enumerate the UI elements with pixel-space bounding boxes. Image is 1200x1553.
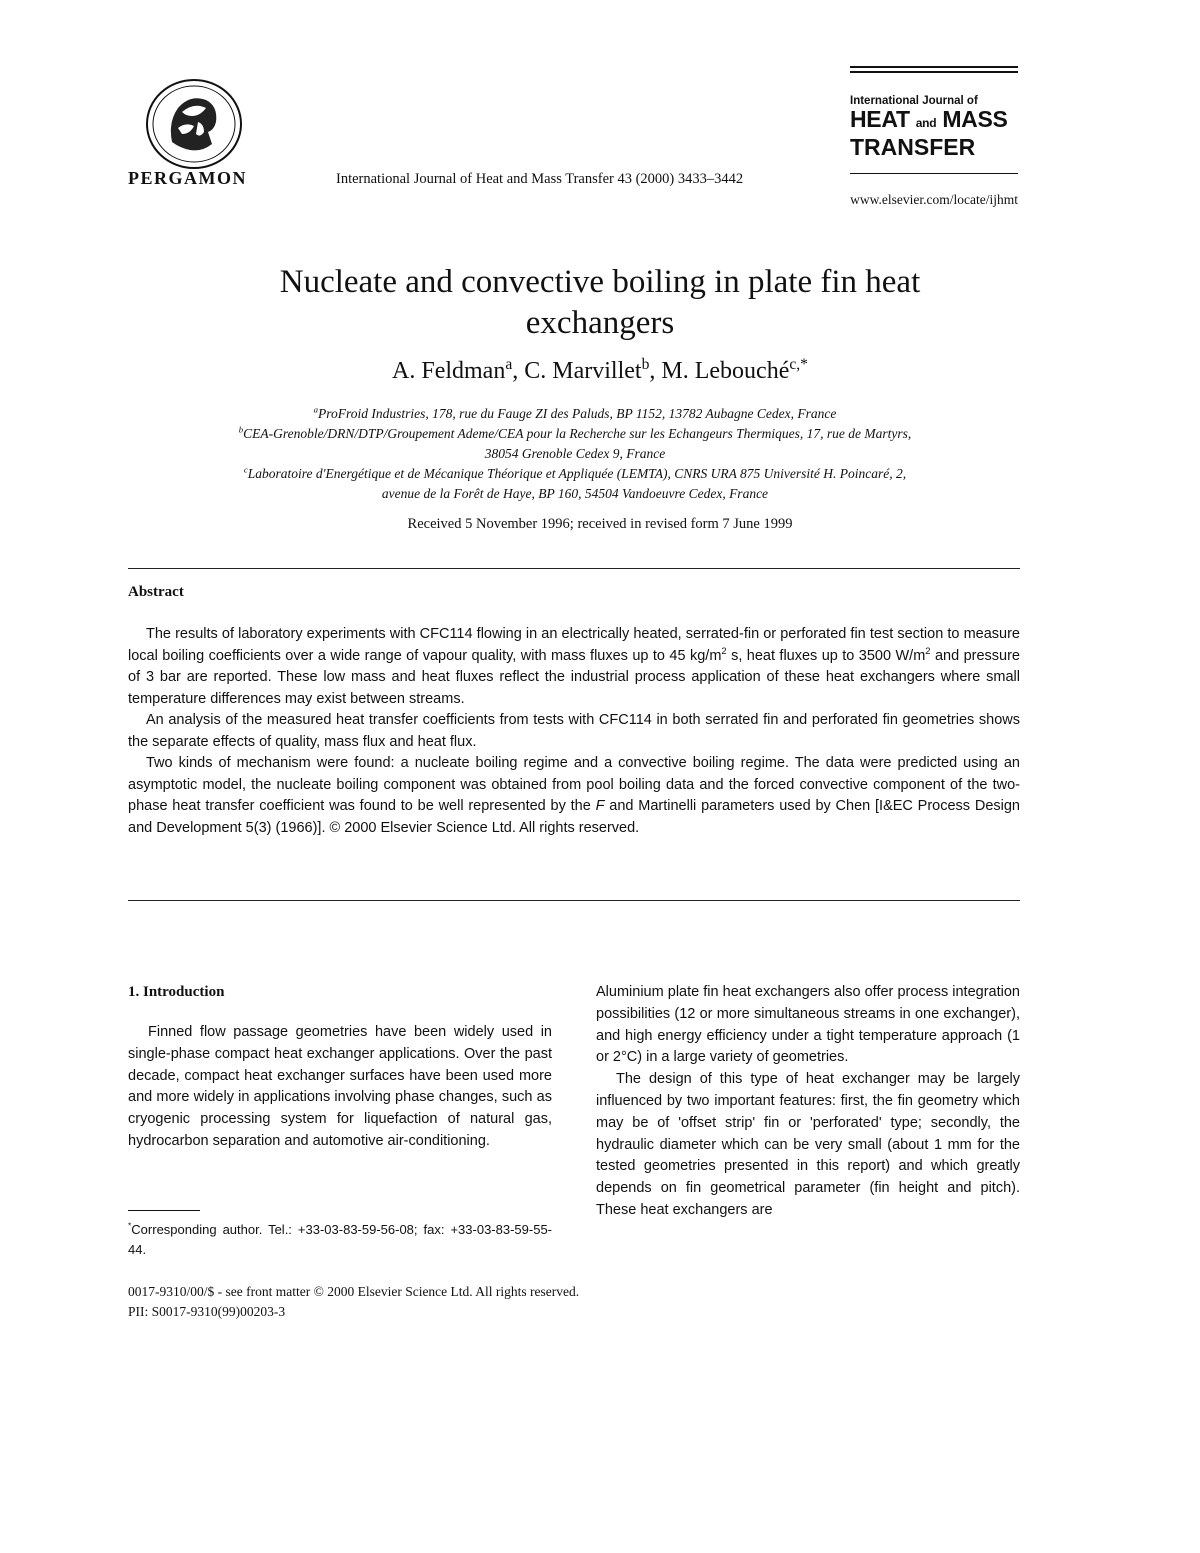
front-matter	[128, 1282, 579, 1322]
text-run: The results of laboratory experiments with CFC114 flowing in an electrically heated, serrated-fin or perforated fin test section to measure local boiling coefficients over a wide range of vapour quality, with mass fluxes up to 45 kg/m	[128, 626, 1020, 664]
left-column	[128, 982, 552, 1153]
pii-line: PII: S0017-9310(99)00203-3	[128, 1304, 286, 1319]
body-paragraph: Aluminium plate fin heat exchangers also offer process integration possibilities (12 or more simultaneous streams in one exchanger), and high energy efficiency under a tight temperature approach (1 or 2°C) in a large variety of geometries.	[596, 984, 1020, 1066]
footnote-mark: *	[128, 1220, 132, 1231]
abstract-body	[128, 624, 1020, 839]
affil-text: ProFroid Industries, 178, rue du Fauge ZI des Paluds, BP 1152, 13782 Aubagne Cedex, France	[318, 406, 837, 421]
author-name: C. Marvillet	[524, 358, 642, 384]
body-paragraph: The design of this type of heat exchanger may be largely influenced by two important features: first, the fin geometry which may be of 'offset strip' fin or 'perforated' type; secondly, the hydraulic diameter which can be very small (about 1 mm for the tested geometries presented in this report) and which greatly depends on fin geometrical parameter (fin height and pitch). These heat exchangers are	[596, 1071, 1020, 1218]
pergamon-logo	[142, 72, 246, 176]
text-run: and pressure of 3 bar are reported. These low mass and heat fluxes reflect the industrial process application of these heat exchangers where small temperature differences may exist between streams.	[128, 647, 1020, 707]
journal-name-heat-mass	[850, 107, 1018, 135]
superscript: 2	[721, 644, 727, 656]
journal-word-and: and	[915, 116, 937, 130]
footnote-text: Corresponding author. Tel.: +33-03-83-59-56-08; fax: +33-03-83-59-55-44.	[128, 1222, 552, 1257]
affiliation-a	[130, 404, 1020, 424]
masthead-rule	[850, 71, 1018, 73]
journal-word-mass: MASS	[942, 106, 1008, 132]
divider	[128, 568, 1020, 569]
affil-text: Laboratoire d'Energétique et de Mécanique Théorique et Appliquée (LEMTA), CNRS URA 875 Université H. Poincaré, 2,	[247, 466, 907, 481]
abstract-paragraph	[128, 624, 1020, 710]
abstract-paragraph: An analysis of the measured heat transfer coefficients from tests with CFC114 in both serrated fin and perforated fin geometries shows the separate effects of quality, mass flux and heat flux.	[128, 712, 1020, 750]
abstract-heading: Abstract	[128, 584, 184, 600]
text-run: s, heat fluxes up to 3500 W/m	[726, 647, 926, 664]
masthead-rule	[850, 66, 1018, 68]
author-list: A. Feldman$^a$, C. Marvillet$^b$, M. Lebouché$^{c,*}$	[392, 356, 808, 384]
author-name: A. Feldman	[392, 358, 506, 384]
journal-name-small: International Journal of	[850, 95, 978, 107]
journal-masthead	[850, 66, 1018, 174]
affiliation-c-cont: avenue de la Forêt de Haye, BP 160, 54504 Vandoeuvre Cedex, France	[381, 486, 769, 501]
masthead-rule	[850, 173, 1018, 174]
footnote-rule	[128, 1210, 200, 1211]
italic-symbol: F	[595, 798, 605, 814]
abstract-paragraph	[128, 753, 1020, 839]
journal-word-transfer: TRANSFER	[850, 134, 976, 160]
journal-word-heat: HEAT	[850, 106, 910, 132]
received-dates: Received 5 November 1996; received in revised form 7 June 1999	[407, 516, 793, 532]
right-column	[596, 982, 1020, 1222]
affil-mark: a	[313, 404, 319, 415]
affil-mark: b	[238, 424, 244, 435]
title-line: exchangers	[525, 305, 675, 341]
journal-url-link[interactable]: www.elsevier.com/locate/ijhmt	[850, 192, 1018, 207]
text-run: Two kinds of mechanism were found: a nucleate boiling regime and a convective boiling regime. The data were predicted using an asymptotic model, the nucleate boiling component was obtained from pool boiling data and the forced convective component of the two-phase heat transfer coefficient was found to be well represented by the	[128, 755, 1020, 814]
superscript: 2	[925, 644, 931, 656]
paper-title	[150, 262, 1050, 344]
publisher-name: PERGAMON	[128, 168, 247, 188]
affiliation-b	[130, 424, 1020, 444]
journal-citation: International Journal of Heat and Mass Transfer 43 (2000) 3433–3442	[336, 171, 744, 187]
affil-mark: c	[243, 464, 248, 475]
affiliations	[130, 404, 1020, 504]
body-paragraph: Finned flow passage geometries have been widely used in single-phase compact heat exchanger applications. Over the past decade, compact heat exchanger surfaces have been used more and more widely in applications involving phase changes, such as cryogenic processing system for liquefaction of natural gas, hydrocarbon separation and automotive air-conditioning.	[128, 1024, 552, 1149]
author-affil-mark: c,*	[789, 356, 808, 373]
affiliation-c	[130, 464, 1020, 484]
footnote	[128, 1220, 552, 1260]
title-line: Nucleate and convective boiling in plate fin heat	[279, 264, 921, 300]
issn-line: 0017-9310/00/$ - see front matter © 2000 Elsevier Science Ltd. All rights reserved.	[128, 1284, 580, 1299]
affiliation-b-cont: 38054 Grenoble Cedex 9, France	[484, 446, 666, 461]
section-heading: 1. Introduction	[128, 984, 225, 1000]
author-name: M. Lebouché	[661, 358, 790, 384]
author-affil-mark: a	[505, 356, 513, 373]
divider	[128, 900, 1020, 901]
text-run: and Martinelli parameters used by Chen [I&EC Process Design and Development 5(3) (1966)]. © 2000 Elsevier Science Ltd. All rights reserved.	[128, 798, 1020, 836]
affil-text: CEA-Grenoble/DRN/DTP/Groupement Ademe/CEA pour la Recherche sur les Echangeurs Thermiques, 17, rue de Martyrs,	[243, 426, 912, 441]
author-affil-mark: b	[641, 356, 650, 373]
